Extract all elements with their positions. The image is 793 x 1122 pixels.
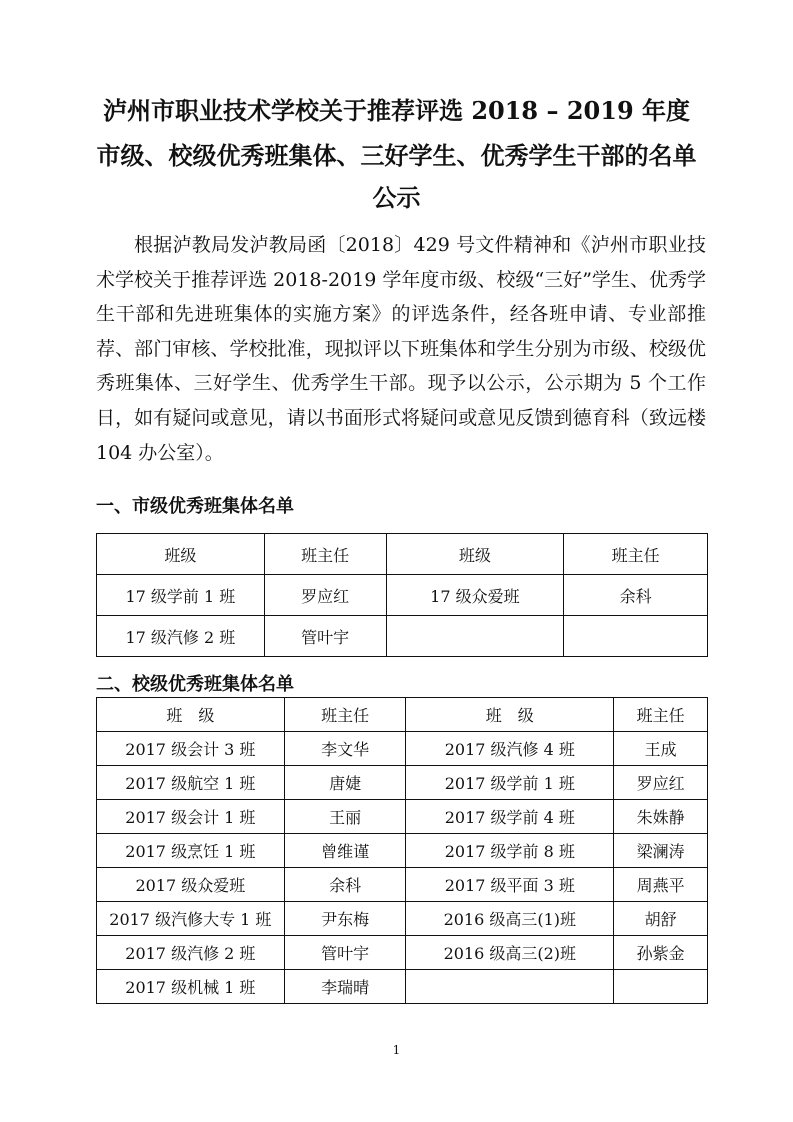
teacher-cell: 李文华 [284, 732, 406, 766]
class-cell: 2016 级高三(2)班 [406, 936, 614, 970]
class-cell [386, 616, 564, 657]
section-2-heading: 二、校级优秀班集体名单 [96, 674, 294, 695]
class-cell [406, 970, 614, 1004]
table-row [97, 800, 708, 834]
table-row [97, 868, 708, 902]
teacher-cell: 梁澜涛 [614, 834, 708, 868]
title-line-3: 公示 [372, 183, 421, 212]
teacher-cell: 胡舒 [614, 902, 708, 936]
title-line-1: 泸州市职业技术学校关于推荐评选 2018 – 2019 年度 [102, 96, 690, 125]
title-line-2: 市级、校级优秀班集体、三好学生、优秀学生干部的名单 [96, 141, 697, 170]
class-cell: 2017 级汽修 2 班 [97, 936, 285, 970]
class-cell: 2017 级烹饪 1 班 [97, 834, 285, 868]
header-cell: 班 级 [97, 698, 285, 732]
teacher-cell: 管叶宇 [284, 936, 406, 970]
class-cell: 2017 级机械 1 班 [97, 970, 285, 1004]
class-cell: 2017 级汽修大专 1 班 [97, 902, 285, 936]
class-cell: 2017 级学前 1 班 [406, 766, 614, 800]
table-row [97, 616, 708, 657]
header-cell: 班主任 [564, 534, 708, 575]
class-cell: 2017 级平面 3 班 [406, 868, 614, 902]
table-header-row [97, 698, 708, 732]
header-cell: 班主任 [284, 698, 406, 732]
class-cell: 2017 级航空 1 班 [97, 766, 285, 800]
teacher-cell [614, 970, 708, 1004]
header-cell: 班级 [97, 534, 265, 575]
header-cell: 班主任 [264, 534, 386, 575]
teacher-cell: 余科 [284, 868, 406, 902]
class-cell: 2017 级会计 1 班 [97, 800, 285, 834]
header-cell: 班主任 [614, 698, 708, 732]
intro-paragraph: 根据泸教局发泸教局函〔2018〕429 号文件精神和《泸州市职业技术学校关于推荐评选 2018-2019 学年度市级、校级“三好”学生、优秀学生干部和先进班集体的实施方案》的评选条件，经各班申请、专业部推荐、部门审核、学校批准，现拟评以下班集体和学生分别为市级、校级优秀班集体、三好学生、优秀学生干部。现予以公示，公示期为 5 个工作日，如有疑问或意见，请以书面形式将疑问或意见反馈到德育科（致远楼 104 办公室）。 [96, 234, 706, 464]
teacher-cell: 李瑞晴 [284, 970, 406, 1004]
table-row [97, 766, 708, 800]
teacher-cell: 罗应红 [614, 766, 708, 800]
class-cell: 17 级学前 1 班 [97, 575, 265, 616]
class-cell: 17 级汽修 2 班 [97, 616, 265, 657]
class-cell: 2017 级会计 3 班 [97, 732, 285, 766]
class-cell: 2017 级学前 8 班 [406, 834, 614, 868]
class-cell: 17 级众爱班 [386, 575, 564, 616]
teacher-cell: 管叶宇 [264, 616, 386, 657]
teacher-cell: 余科 [564, 575, 708, 616]
teacher-cell: 王成 [614, 732, 708, 766]
intro-paragraph-block [96, 228, 706, 470]
class-cell: 2016 级高三(1)班 [406, 902, 614, 936]
teacher-cell: 王丽 [284, 800, 406, 834]
header-cell: 班级 [386, 534, 564, 575]
teacher-cell: 唐婕 [284, 766, 406, 800]
page-number: 1 [392, 1043, 401, 1057]
table-row [97, 936, 708, 970]
teacher-cell: 周燕平 [614, 868, 708, 902]
table-row [97, 970, 708, 1004]
header-cell: 班 级 [406, 698, 614, 732]
table-row [97, 732, 708, 766]
teacher-cell: 罗应红 [264, 575, 386, 616]
class-cell: 2017 级众爱班 [97, 868, 285, 902]
school-excellent-class-table [96, 697, 708, 1004]
teacher-cell: 孙紫金 [614, 936, 708, 970]
teacher-cell: 尹东梅 [284, 902, 406, 936]
class-cell: 2017 级学前 4 班 [406, 800, 614, 834]
table-row [97, 834, 708, 868]
table-header-row [97, 534, 708, 575]
city-excellent-class-table [96, 533, 708, 657]
table-row [97, 902, 708, 936]
teacher-cell: 朱姝静 [614, 800, 708, 834]
section-1-heading: 一、市级优秀班集体名单 [96, 496, 294, 517]
teacher-cell: 曾维谨 [284, 834, 406, 868]
class-cell: 2017 级汽修 4 班 [406, 732, 614, 766]
table-row [97, 575, 708, 616]
teacher-cell [564, 616, 708, 657]
